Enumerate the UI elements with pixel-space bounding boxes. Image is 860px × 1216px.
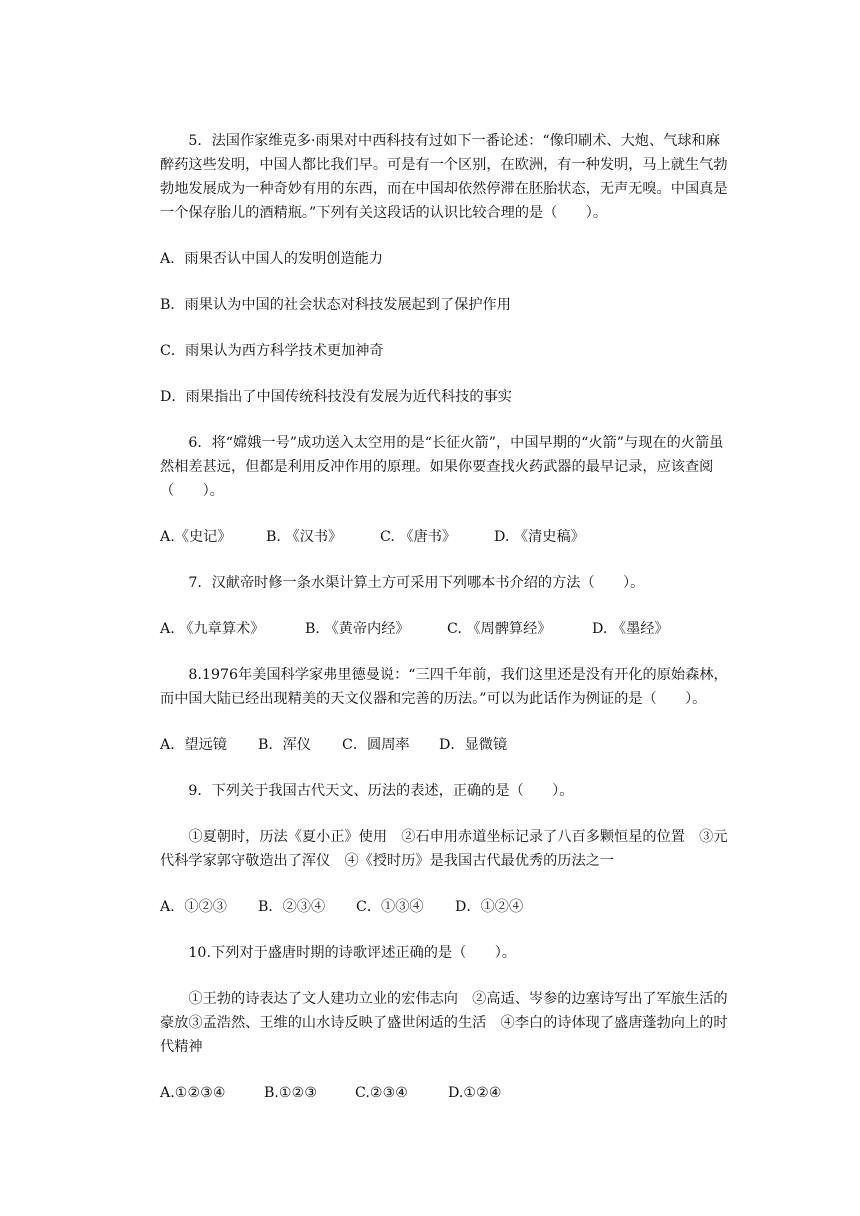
- question-7-option-b: B. 《黄帝内经》: [305, 621, 410, 637]
- question-9-option-a: A．①②③: [160, 899, 227, 915]
- question-6-option-d: D. 《清史稿》: [494, 529, 585, 545]
- question-10-items: ①王勃的诗表达了文人建功立业的宏伟志向 ②高适、岑参的边塞诗写出了军旅生活的豪放③孟浩然、王维的山水诗反映了盛世闲适的生活 ④李白的诗体现了盛唐蓬勃向上的时代精神: [160, 991, 728, 1055]
- question-10-stem: 10.下列对于盛唐时期的诗歌评述正确的是（ ）。: [188, 945, 516, 961]
- question-10-option-d: D.①②④: [448, 1085, 502, 1101]
- question-10-option-b: B.①②③: [264, 1085, 318, 1101]
- question-5-option-b: B．雨果认为中国的社会状态对科技发展起到了保护作用: [160, 297, 511, 313]
- question-10-option-a: A.①②③④: [160, 1085, 226, 1101]
- question-9-option-d: D．①②④: [455, 899, 524, 915]
- question-7-option-d: D. 《墨经》: [592, 621, 669, 637]
- question-8-option-b: B．浑仪: [258, 737, 311, 753]
- question-10-options: [160, 1081, 730, 1105]
- question-6-option-b: B. 《汉书》: [266, 529, 343, 545]
- question-9-stem: 9．下列关于我国古代天文、历法的表述，正确的是（ ）。: [188, 783, 574, 799]
- question-8-option-a: A．望远镜: [160, 737, 227, 753]
- question-7-options: [160, 617, 730, 641]
- question-6-options: [160, 525, 730, 549]
- question-7-option-a: A. 《九章算术》: [160, 621, 265, 637]
- document-page: [160, 129, 730, 1127]
- question-5-option-c: C．雨果认为西方科学技术更加神奇: [160, 343, 384, 359]
- question-9-items: ①夏朝时，历法《夏小正》使用 ②石申用赤道坐标记录了八百多颗恒星的位置 ③元代科学家郭守敬造出了浑仪 ④《授时历》是我国古代最优秀的历法之一: [160, 829, 728, 869]
- question-7-stem: 7．汉献帝时修一条水渠计算土方可采用下列哪本书介绍的方法（ ）。: [188, 575, 645, 591]
- question-8-options: [160, 733, 730, 757]
- question-6-stem: 6．将“嫦娥一号”成功送入太空用的是“长征火箭”，中国早期的“火箭”与现在的火箭虽然相差甚远，但都是利用反冲作用的原理。如果你要查找火药武器的最早记录，应该查阅（ ）。: [160, 435, 724, 499]
- question-9-option-b: B．②③④: [258, 899, 326, 915]
- question-9-option-c: C．①③④: [356, 899, 424, 915]
- question-6-option-c: C. 《唐书》: [380, 529, 457, 545]
- question-5-option-a: A．雨果否认中国人的发明创造能力: [160, 251, 384, 267]
- question-5-option-d: D．雨果指出了中国传统科技没有发展为近代科技的事实: [160, 389, 512, 405]
- question-5-stem: 5．法国作家维克多·雨果对中西科技有过如下一番论述：“像印刷术、大炮、气球和麻醉药这些发明，中国人都比我们早。可是有一个区别，在欧洲，有一种发明，马上就生气勃勃地发展成为一种奇妙有用的东西，而在中国却依然停滞在胚胎状态，无声无嗅。中国真是一个保存胎儿的酒精瓶。”下列有关这段话的认识比较合理的是（ ）。: [160, 133, 728, 221]
- question-10-option-c: C.②③④: [355, 1085, 409, 1101]
- question-8-stem: 8.1976年美国科学家弗里德曼说：“三四千年前，我们这里还是没有开化的原始森林，而中国大陆已经出现精美的天文仪器和完善的历法。”可以为此话作为例证的是（ ）。: [160, 667, 728, 707]
- question-7-option-c: C. 《周髀算经》: [447, 621, 552, 637]
- question-8-option-d: D．显微镜: [439, 737, 508, 753]
- question-8-option-c: C．圆周率: [342, 737, 410, 753]
- question-6-option-a: A.《史记》: [160, 529, 232, 545]
- question-9-options: [160, 895, 730, 919]
